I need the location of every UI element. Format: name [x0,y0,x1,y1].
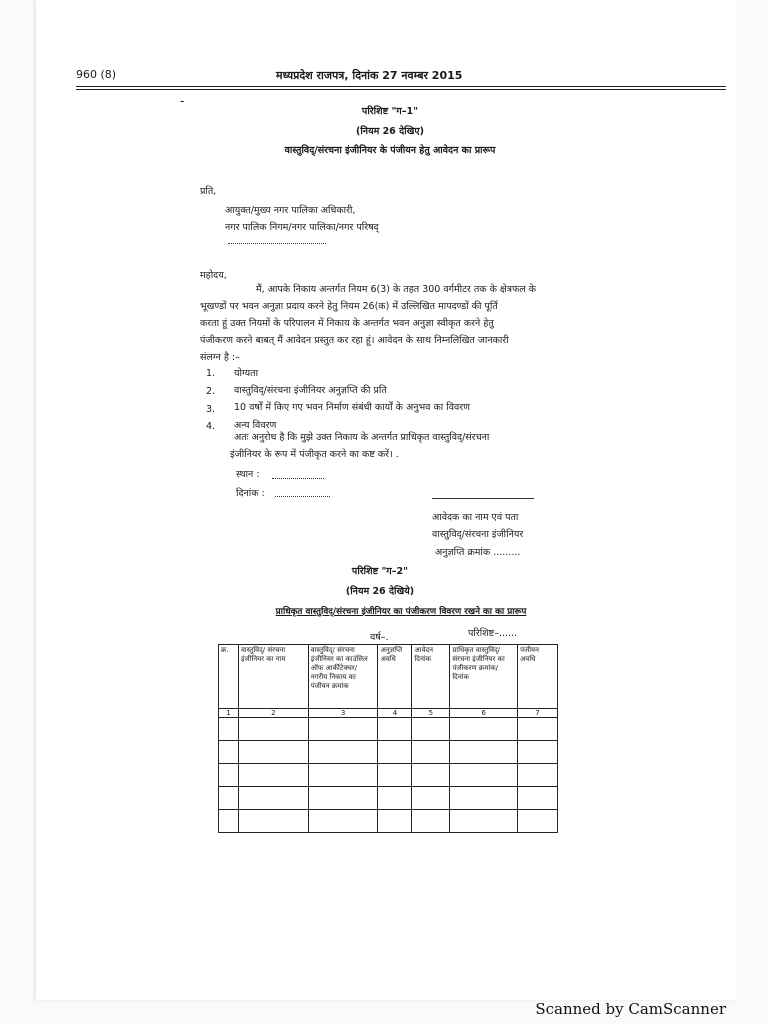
header-rule [76,86,726,87]
applicant-designation: वास्तुविद्/संरचना इंजीनियर [432,529,524,540]
header-cell: क्र. [219,645,239,709]
rule-reference-2: (नियम 26 देखिये) [345,586,415,597]
column-number: 4 [378,709,412,718]
para-line: संलग्न है :– [200,352,240,363]
salutation: महोदय, [200,270,227,281]
header-cell: वास्तुविद्/ संरचना इंजीनियर का काउंसिल ऑफ आर्कीटेक्चर/ नगरीय निकाय का पंजीयन क्रमांक [308,645,378,709]
to-label: प्रति, [200,186,217,197]
column-number: 5 [412,709,450,718]
header-rule-thin [76,89,726,90]
table-row [219,718,558,741]
applicant-name-label: आवेदक का नाम एवं पता [432,512,519,523]
para-line: करता हूं उक्त नियमों के परिपालन में निकाय के अन्तर्गत भवन अनुज्ञा स्वीकृत करने हेतु [200,318,494,329]
license-number-label: अनुज्ञप्ति क्रमांक ......... [435,547,521,558]
request-line: अतः अनुरोध है कि मुझे उक्त निकाय के अन्तर्गत प्राधिकृत वास्तुविद्/संरचना [234,432,490,443]
header-cell: प्राधिकृत वास्तुविद्/ संरचना इंजीनियर का पंजीकरण क्रमांक/ दिनांक [450,645,518,709]
addressee-line-2: नगर पालिक निगम/नगर पालिका/नगर परिषद् [225,222,379,233]
place-label: स्थान : [236,469,260,480]
addressee-line-1: आयुक्त/मुख्य नगर पालिका अधिकारी, [225,205,356,216]
rule-reference: (नियम 26 देखिए) [356,126,424,137]
table-row [219,787,558,810]
column-number: 1 [219,709,239,718]
gazette-header [76,66,726,84]
column-number: 3 [308,709,378,718]
item-number: 1. [206,368,216,379]
para-line: भूखण्डों पर भवन अनुज्ञा प्रदाय करने हेतु नियम 26(क) में उल्लिखित मापदण्डों की पूर्ति [200,301,498,312]
header-cell: अनुज्ञप्ति अवधि [378,645,412,709]
item-text: योग्यता [234,368,259,379]
table-row [219,810,558,833]
item-text: वास्तुविद्/संरचना इंजीनियर अनुज्ञप्ति की प्रति [234,385,387,396]
date-blank-line [275,496,330,497]
application-paragraph [200,281,560,366]
table-header-row [219,645,558,709]
page-number: 960 (8) [76,68,117,81]
item-text: अन्य विवरण [234,420,277,431]
registration-register-table [218,644,558,833]
appendix-number-label: परिशिष्ट–...... [468,628,518,639]
item-text: 10 वर्षों में किए गए भवन निर्माण संबंधी कार्यों के अनुभव का विवरण [234,402,471,413]
column-number: 2 [238,709,308,718]
request-line: इंजीनियर के रूप में पंजीकृत करने का कष्ट करें। . [230,449,399,460]
column-number: 6 [450,709,518,718]
gazette-title: मध्यप्रदेश राजपत्र, दिनांक 27 नवम्बर 2015 [276,69,463,82]
header-cell: आवेदन दिनांक [412,645,450,709]
column-number: 7 [518,709,558,718]
column-number-row [219,709,558,718]
header-cell: वास्तुविद्/ संरचना इंजीनियर का नाम [238,645,308,709]
request-paragraph [230,429,570,463]
form1-title: वास्तुविद्/संरचना इंजीनियर के पंजीयन हेतु आवेदन का प्रारूप [284,145,496,156]
para-line: मैं, आपके निकाय अन्तर्गत नियम 6(3) के तहत 300 वर्गमीटर तक के क्षेत्रफल के [256,284,537,295]
place-blank-line [272,478,324,479]
item-number: 2. [206,386,216,397]
item-number: 3. [206,404,216,415]
signature-line [432,498,534,499]
appendix-g2-heading: परिशिष्ट "ग–2" [351,566,409,577]
address-blank-line [228,243,326,244]
para-line: पंजीकरण करने बाबत् मैं आवेदन प्रस्तुत कर रहा हूं। आवेदन के साथ निम्नलिखित जानकारी [200,335,509,346]
item-number: 4. [206,421,216,432]
table-row [219,741,558,764]
year-label: वर्ष–. [370,632,389,643]
scanner-watermark: Scanned by CamScanner [535,1000,726,1018]
stray-mark: - [180,94,185,108]
appendix-g1-heading: परिशिष्ट "ग–1" [361,106,419,117]
form2-title: प्राधिकृत वास्तुविद्/संरचना इंजीनियर का पंजीकरण विवरण रखने का का प्रारूप [275,607,527,617]
table-row [219,764,558,787]
date-label: दिनांक : [236,488,265,499]
header-cell: पंजीयन अवधि [518,645,558,709]
